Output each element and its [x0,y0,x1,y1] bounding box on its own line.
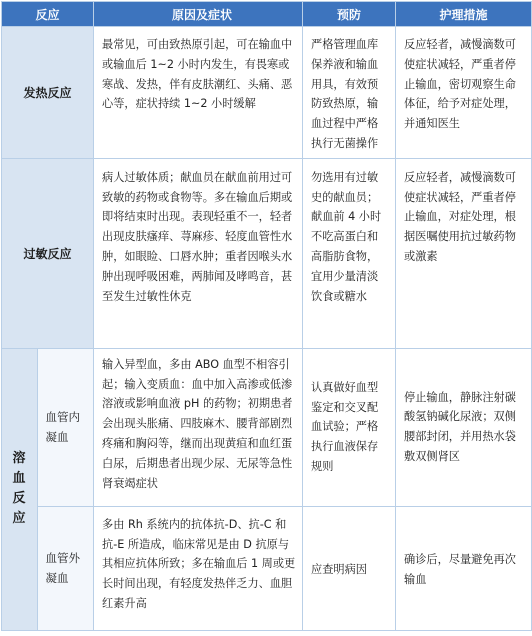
cause-fever: 最常见，可由致热原引起，可在输血中或输血后 1~2 小时内发生，有畏寒或寒战、发热，伴有皮肤潮红、头痛、恶心等，症状持续 1~2 小时缓解 [94,27,303,159]
prevention-intravascular: 认真做好血型鉴定和交叉配血试验；严格执行血液保存规则 [303,348,396,506]
subtype-intravascular-label: 血管内凝血 [45,410,80,445]
header-reaction: 反应 [2,2,94,27]
subtype-intravascular [38,348,94,506]
hemolysis-char-1: 溶 [12,451,27,467]
cause-allergy: 病人过敏体质；献血员在献血前用过可致敏的药物或食物等。多在输血后期或即将结束时出现。表现轻重不一，轻者出现皮肤瘙痒、荨麻疹、轻度血管性水肿，如眼睑、口唇水肿；重者因喉头水肿出现呼吸困难，两肺闻及哮鸣音，甚至发生过敏性休克 [94,158,303,348]
subtype-extravascular-label: 血管外凝血 [45,551,80,586]
reaction-name-hemolysis [2,348,38,630]
table-row-extravascular [2,506,532,630]
table-header-row [2,2,532,27]
table-row-intravascular [2,348,532,506]
header-care: 护理措施 [396,2,532,27]
prevention-allergy: 勿选用有过敏史的献血员；献血前 4 小时不吃高蛋白和高脂肪食物，宜用少量清淡饮食或糖水 [303,158,396,348]
hemolysis-char-3: 反 [12,491,27,507]
care-allergy: 反应轻者，减慢滴数可使症状减轻，严重者停止输血，对症处理，根据医嘱使用抗过敏药物或激素 [396,158,532,348]
cause-extravascular: 多由 Rh 系统内的抗体抗-D、抗-C 和抗-E 所造成，临床常见是由 D 抗原与其相应抗体所致；多在输血后 1 周或更长时间出现，有轻度发热伴乏力、血胆红素升高 [94,506,303,630]
reaction-name-fever: 发热反应 [2,27,94,159]
reaction-name-allergy: 过敏反应 [2,158,94,348]
subtype-extravascular [38,506,94,630]
care-extravascular: 确诊后，尽量避免再次输血 [396,506,532,630]
header-prevention: 预防 [303,2,396,27]
prevention-extravascular: 应查明病因 [303,506,396,630]
care-fever: 反应轻者，减慢滴数可使症状减轻，严重者停止输血，密切观察生命体征，给予对症处理，并通知医生 [396,27,532,159]
prevention-fever: 严格管理血库保养液和输血用具，有效预防致热原，输血过程中严格执行无菌操作 [303,27,396,159]
table-row-fever [2,27,532,159]
transfusion-reaction-table [1,1,532,631]
hemolysis-char-4: 应 [12,511,27,527]
cause-intravascular: 输入异型血，多由 ABO 血型不相容引起；输入变质血：血中加入高渗或低渗溶液或影响血液 pH 的药物；初期患者会出现头胀痛、四肢麻木、腰背部剧烈疼痛和胸闷等，继而出现黄疸和血红蛋白尿，后期患者出现少尿、无尿等急性肾衰竭症状 [94,348,303,506]
hemolysis-char-2: 血 [12,471,27,487]
care-intravascular: 停止输血，静脉注射碳酸氢钠碱化尿液；双侧腰部封闭，并用热水袋敷双侧肾区 [396,348,532,506]
header-cause: 原因及症状 [94,2,303,27]
table-row-allergy [2,158,532,348]
